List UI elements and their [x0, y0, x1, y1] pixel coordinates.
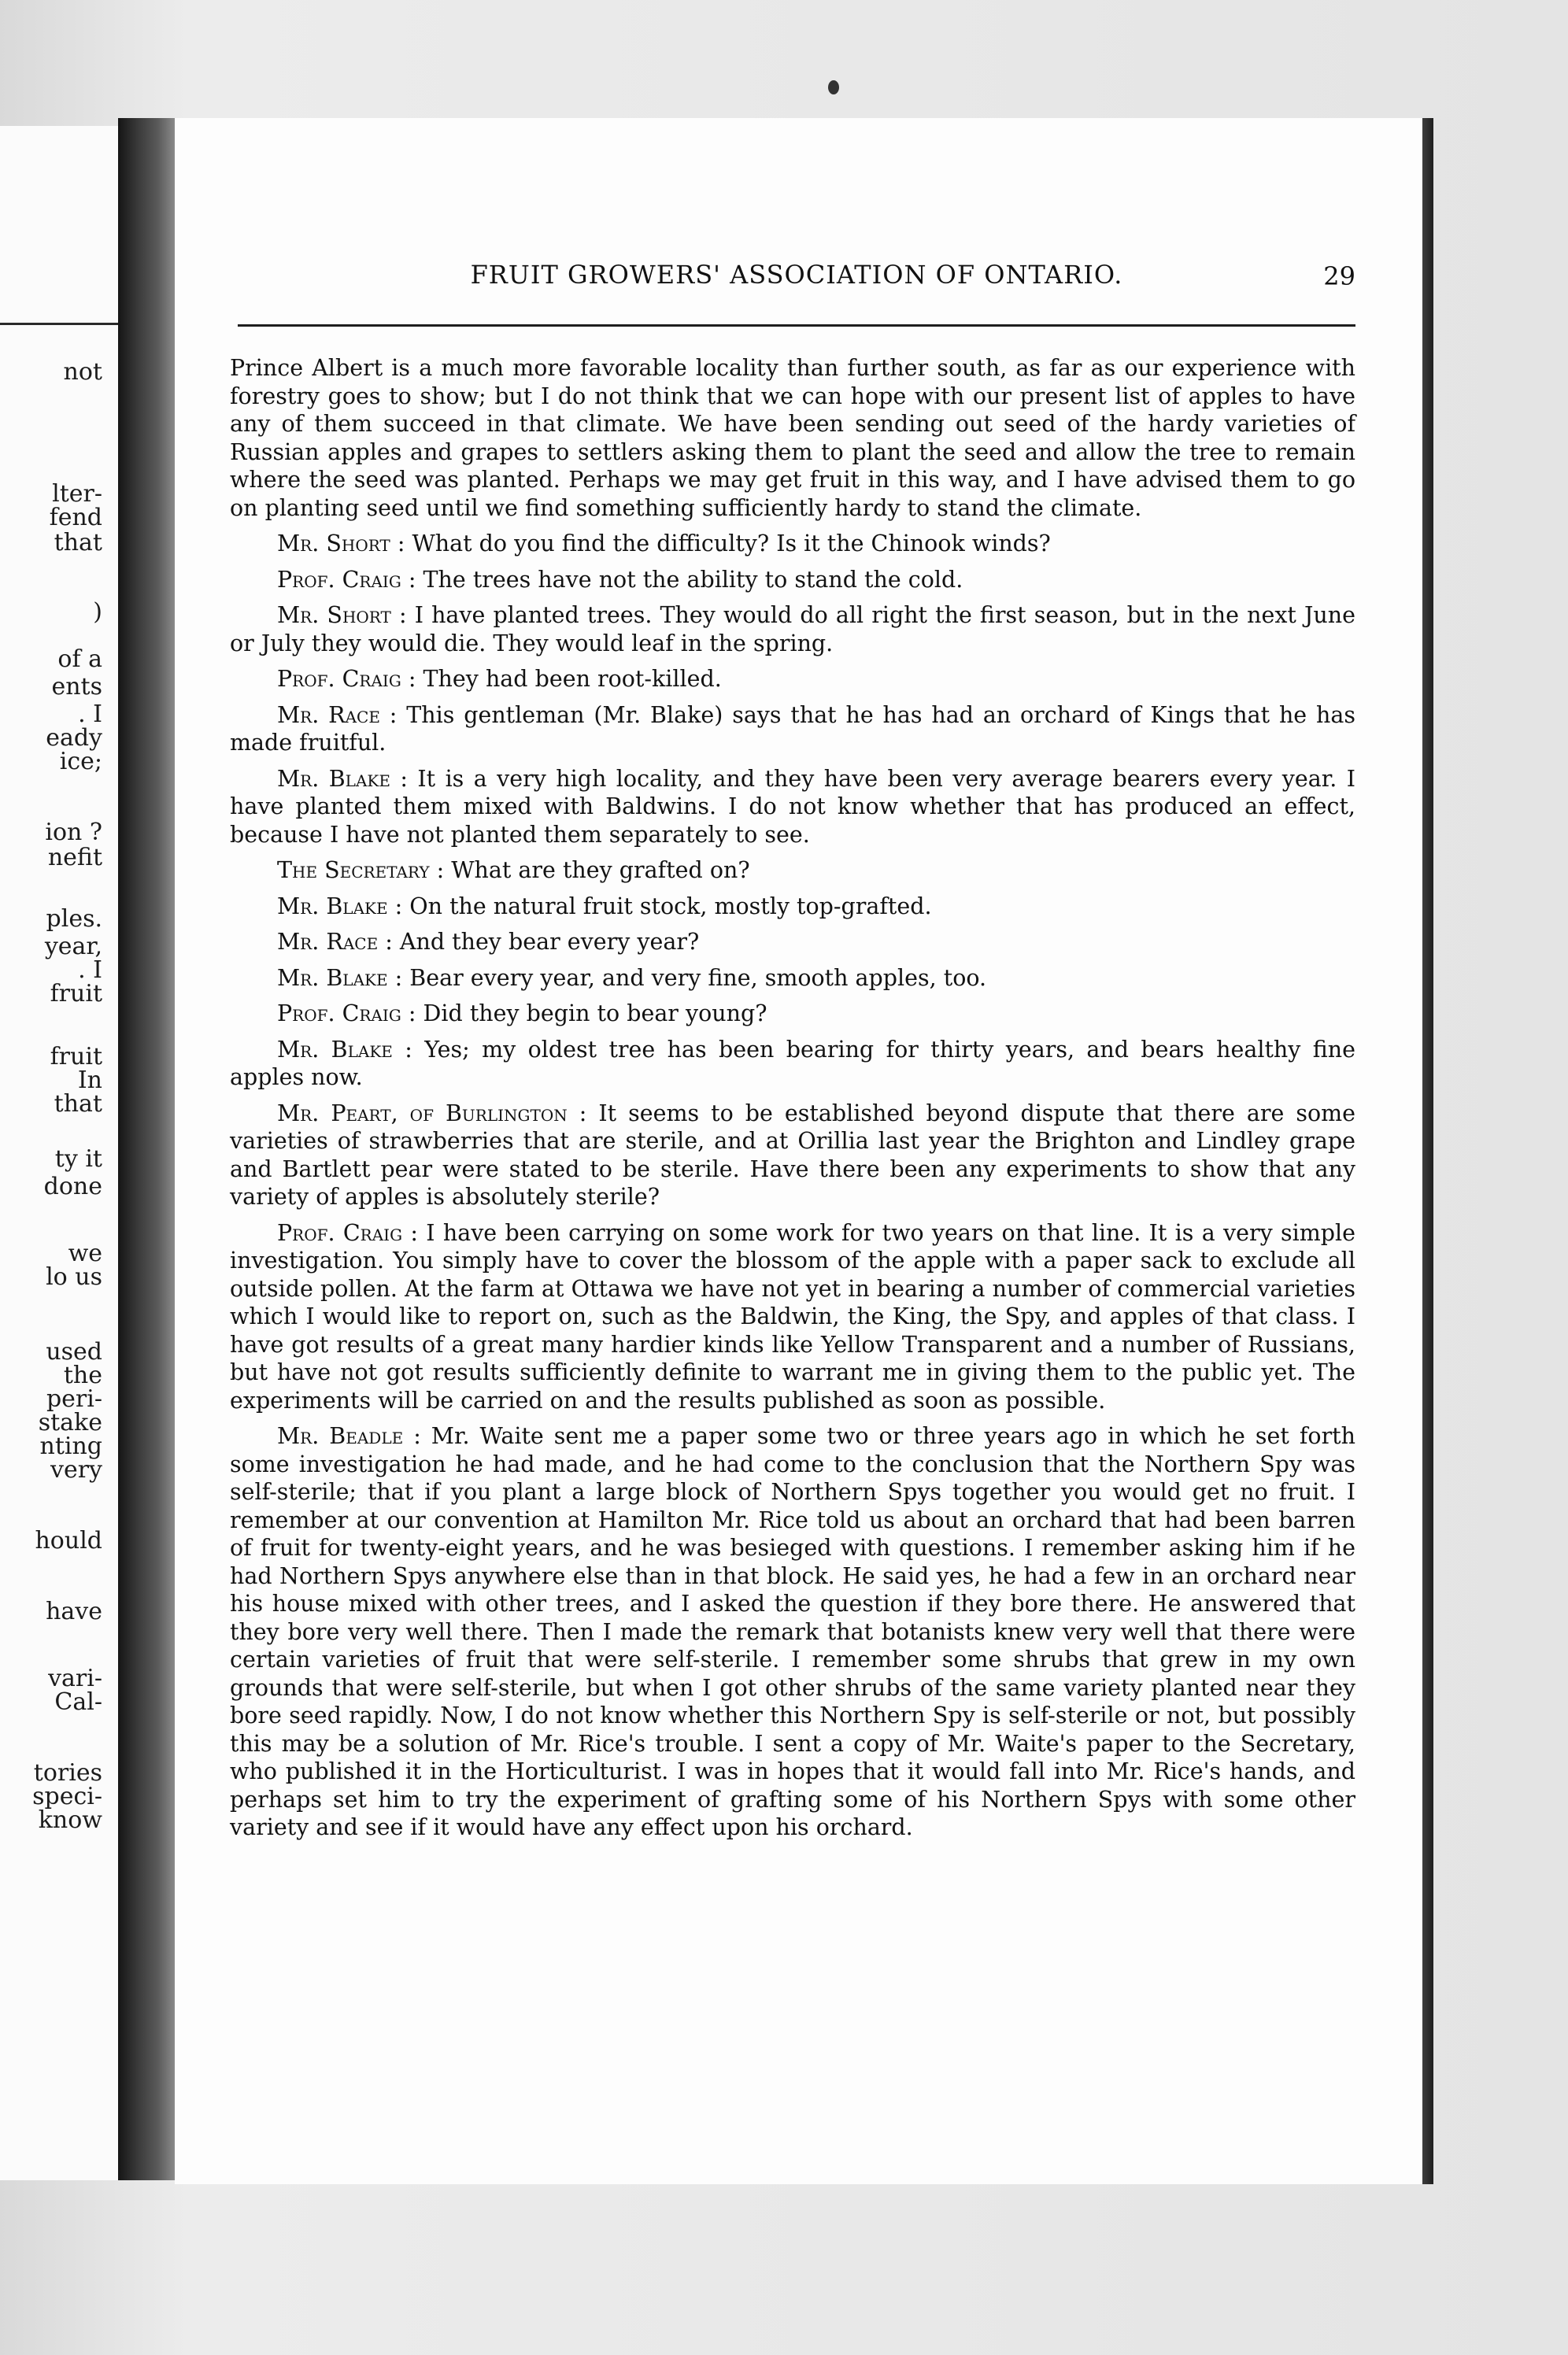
adjacent-page-text-fragment: peri- [46, 1385, 102, 1413]
speaker-name: Mr. Beadle : [277, 1423, 421, 1449]
page-right-edge [1422, 118, 1433, 2184]
speaker-name: Mr. Race : [277, 929, 393, 955]
book-page [175, 118, 1422, 2184]
adjacent-page-text-fragment: vari- [48, 1665, 102, 1692]
adjacent-page-text-fragment: that [54, 529, 102, 556]
adjacent-page-text-fragment: In [77, 1067, 102, 1094]
adjacent-page-text-fragment: very [50, 1456, 102, 1484]
adjacent-page-text-fragment: know [38, 1806, 102, 1834]
paragraph [230, 601, 1355, 657]
paragraph-text: What are they grafted on? [451, 857, 750, 883]
adjacent-page-text-fragment: Cal- [54, 1688, 102, 1716]
speaker-name: Prof. Craig : [277, 666, 416, 692]
speaker-name: Mr. Short : [277, 531, 405, 556]
paragraph-text: This gentleman (Mr. Blake) says that he has had an orchard of Kings that he has made fruitful. [230, 701, 1355, 756]
paragraph-text: Prince Albert is a much more favorable locality than further south, as far as our experience with forestry goes to show; but I do not think that we can hope with our present list of apples to have any of them succeed in that climate. We have been sending out seed of the hardy varieties of Russian apples and grapes to settlers asking them to plant the seed and allow the tree to remain where the seed was planted. Perhaps we may get fruit in this way, and I have advised them to go on planting seed until we find something sufficiently hardy to stand the climate. [230, 355, 1355, 521]
adjacent-page-text-fragment: hould [35, 1527, 102, 1555]
paragraph [230, 964, 1355, 993]
scan-speck [828, 80, 839, 94]
adjacent-page-text-fragment: ples. [46, 905, 102, 933]
adjacent-page-text-fragment: ) [93, 598, 102, 626]
speaker-name: The Secretary : [277, 857, 445, 883]
paragraph-text: They had been root-killed. [423, 666, 722, 692]
adjacent-page-text-fragment: stake [38, 1409, 102, 1436]
speaker-name: Prof. Craig : [277, 1219, 418, 1246]
running-header [238, 260, 1355, 299]
paragraph [230, 1000, 1355, 1028]
paragraph-text: What do you find the difficulty? Is it the Chinook winds? [412, 531, 1051, 556]
paragraph-text: On the natural fruit stock, mostly top-grafted. [409, 893, 932, 919]
paragraph-text: I have been carrying on some work for two years on that line. It is a very simple investigation. You simply have to cover the blossom of the apple with a paper sack to exclude all outside pollen. At the farm at Ottawa we have not yet in bearing a number of commercial varieties which I would like to report on, such as the Baldwin, the King, the Spy, and apples of that class. I have got results of a great many hardier kinds like Yellow Transparent and a number of Russians, but have not got results sufficiently definite to warrant me in giving them to the public yet. The experiments will be carried on and the results published as soon as possible. [230, 1219, 1355, 1414]
paragraph [230, 765, 1355, 849]
adjacent-page-text-fragment: done [43, 1173, 102, 1200]
speaker-name: Mr. Race : [277, 701, 398, 728]
adjacent-page-text-fragment: nting [39, 1433, 102, 1460]
speaker-name: Mr. Blake : [277, 964, 403, 991]
book-binding-shadow [118, 118, 175, 2180]
paragraph-text: I have planted trees. They would do all right the first season, but in the next June or July they would die. They would leaf in the spring. [230, 602, 1355, 656]
adjacent-page-text-fragment: speci- [32, 1783, 102, 1810]
paragraph [230, 1100, 1355, 1211]
adjacent-page-text-fragment: not [63, 358, 102, 386]
adjacent-page-text-fragment: the [63, 1362, 102, 1389]
paragraph [230, 1036, 1355, 1092]
paragraph-text: Bear every year, and very fine, smooth apples, too. [409, 964, 987, 991]
adjacent-page-text-fragment: ice; [59, 748, 102, 775]
adjacent-page-text-fragment: . I [78, 956, 102, 984]
adjacent-page-text-fragment: lter- [52, 480, 102, 508]
speaker-name: Mr. Blake : [277, 893, 403, 919]
paragraph-text: It is a very high locality, and they have been very average bearers every year. I have planted them mixed with Baldwins. I do not know whether that has produced an effect, because I have not planted them separately to see. [230, 765, 1355, 848]
adjacent-page-text-fragment: have [46, 1598, 102, 1625]
speaker-name: Prof. Craig : [277, 1000, 416, 1026]
speaker-name: Prof. Craig : [277, 566, 416, 593]
adjacent-page-text-fragment: fruit [50, 1043, 102, 1070]
adjacent-page-text-fragment: fend [49, 504, 102, 531]
speaker-name: Mr. Blake : [277, 765, 408, 792]
adjacent-page-text-fragment: ion ? [45, 819, 102, 846]
paragraph-text: Mr. Waite sent me a paper some two or three years ago in which he set forth some investigation he had made, and he had come to the conclusion that the Northern Spy was self-sterile; that if you plant a large block of Northern Spys together you would get no fruit. I remember at our convention at Hamilton Mr. Rice told us about an orchard that had been barren of fruit for twenty-eight years, and he was besieged with questions. I remember asking him if he had Northern Spys anywhere else than in that block. He said yes, he had a few in an orchard near his house mixed with other trees, and I asked the question if they bore there. He answered that they bore very well there. Then I made the remark that botanists knew very well that there were certain varieties of fruit that were self-sterile. I remember some shrubs that grew in my own grounds that were self-sterile, but when I got other shrubs of the same variety planted near they bore seed rapidly. Now, I do not know whether this Northern Spy is self-sterile or not, but possibly this may be a solution of Mr. Rice's trouble. I sent a copy of Mr. Waite's paper to the Secretary, who published it in the Horticulturist. I was in hopes that it would fall into Mr. Rice's hands, and perhaps set him to try the experiment of grafting some of his Northern Spys with some other variety and see if it would have any effect upon his orchard. [230, 1423, 1355, 1840]
speaker-name: Mr. Short : [277, 602, 407, 628]
paragraph-text: And they bear every year? [399, 929, 700, 955]
adjacent-page-text-fragment: fruit [50, 980, 102, 1007]
adjacent-page-text-fragment: . I [78, 701, 102, 728]
header-rule [238, 324, 1355, 327]
paragraph [230, 928, 1355, 956]
adjacent-page-text-fragment: eady [46, 724, 102, 752]
running-header-title: FRUIT GROWERS' ASSOCIATION OF ONTARIO. [470, 260, 1123, 290]
paragraph-text: Yes; my oldest tree has been bearing for thirty years, and bears healthy fine apples now. [230, 1036, 1355, 1090]
paragraph [230, 1219, 1355, 1415]
paragraph-text: It seems to be established beyond dispute that there are some varieties of strawberries that are sterile, and at Orillia last year the Brighton and Lindley grape and Bartlett pear were stated to be sterile. Have there been any experiments to show that any variety of apples is absolutely sterile? [230, 1100, 1356, 1210]
page-body [230, 354, 1355, 1850]
page-number: 29 [1323, 261, 1355, 291]
paragraph [230, 856, 1355, 885]
paragraph [230, 530, 1355, 558]
adjacent-page-text-fragment: ty it [54, 1145, 102, 1173]
adjacent-page-edge [0, 126, 120, 2180]
adjacent-page-text-fragment: of a [57, 645, 102, 673]
paragraph [230, 566, 1355, 594]
paragraph [230, 1422, 1355, 1842]
adjacent-page-text-fragment: we [68, 1240, 102, 1267]
adjacent-page-text-fragment: nefit [47, 844, 102, 871]
adjacent-page-text-fragment: ents [51, 673, 102, 701]
paragraph [230, 893, 1355, 921]
paragraph-text: The trees have not the ability to stand the cold. [423, 566, 963, 593]
speaker-name: Mr. Peart, of Burlington : [277, 1100, 587, 1126]
adjacent-page-text-fragment: year, [44, 933, 102, 960]
paragraph [230, 354, 1355, 522]
adjacent-page-rule [0, 323, 118, 325]
paragraph [230, 701, 1355, 757]
speaker-name: Mr. Blake : [277, 1036, 412, 1063]
adjacent-page-text-fragment: lo us [46, 1263, 102, 1291]
adjacent-page-text-fragment: tories [33, 1759, 102, 1787]
paragraph-text: Did they begin to bear young? [423, 1000, 767, 1026]
paragraph [230, 665, 1355, 693]
adjacent-page-text-fragment: that [54, 1090, 102, 1118]
adjacent-page-text-fragment: used [46, 1338, 102, 1366]
